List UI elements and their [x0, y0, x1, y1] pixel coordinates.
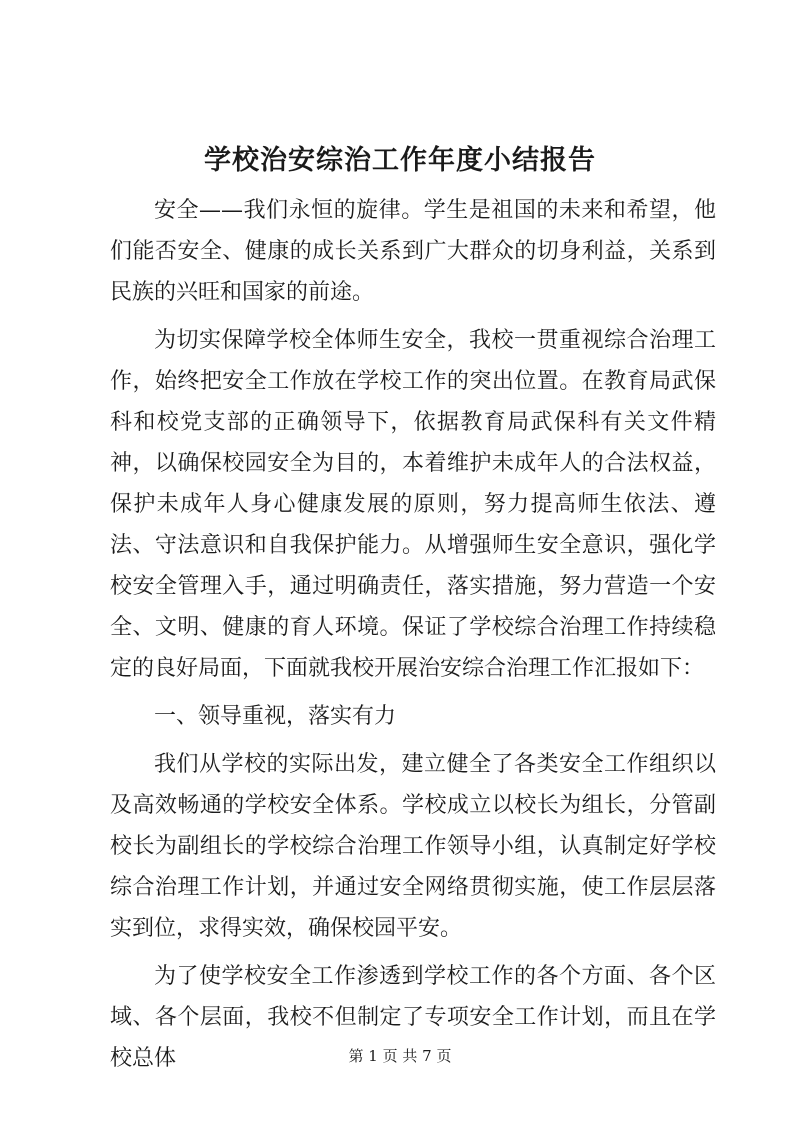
section-heading: 一、领导重视，落实有力: [154, 704, 397, 729]
document-title: 学校治安综治工作年度小结报告: [204, 145, 596, 176]
paragraph-2: 为切实保障学校全体师生安全，我校一贯重视综合治理工作，始终把安全工作放在学校工作的突出位置。在教育局武保科和校党支部的正确领导下，依据教育局武保科有关文件精神，以确保校园安全为目的，本着维护未成年人的合法权益，保护未成年人身心健康发展的原则，努力提高师生依法、遵法、守法意识和自我保护能力。从增强师生安全意识，强化学校安全管理入手，通过明确责任，落实措施，努力营造一个安全、文明、健康的育人环境。保证了学校综合治理工作持续稳定的良好局面，下面就我校开展治安综合治理工作汇报如下：: [110, 328, 716, 681]
paragraph-4: 为了使学校安全工作渗透到学校工作的各个方面、各个区域、各个层面，我校不但制定了专项安全工作计划，而且在学校总体: [110, 964, 716, 1071]
document-body: [110, 190, 716, 1086]
page-footer: 第 1 页 共 7 页: [348, 1047, 452, 1065]
paragraph-3: 我们从学校的实际出发，建立健全了各类安全工作组织以及高效畅通的学校安全体系。学校成立以校长为组长，分管副校长为副组长的学校综合治理工作领导小组，认真制定好学校综合治理工作计划，并通过安全网络贯彻实施，使工作层层落实到位，求得实效，确保校园平安。: [110, 752, 716, 941]
paragraph-1: 安全——我们永恒的旋律。学生是祖国的未来和希望，他们能否安全、健康的成长关系到广大群众的切身利益，关系到民族的兴旺和国家的前途。: [110, 198, 716, 305]
